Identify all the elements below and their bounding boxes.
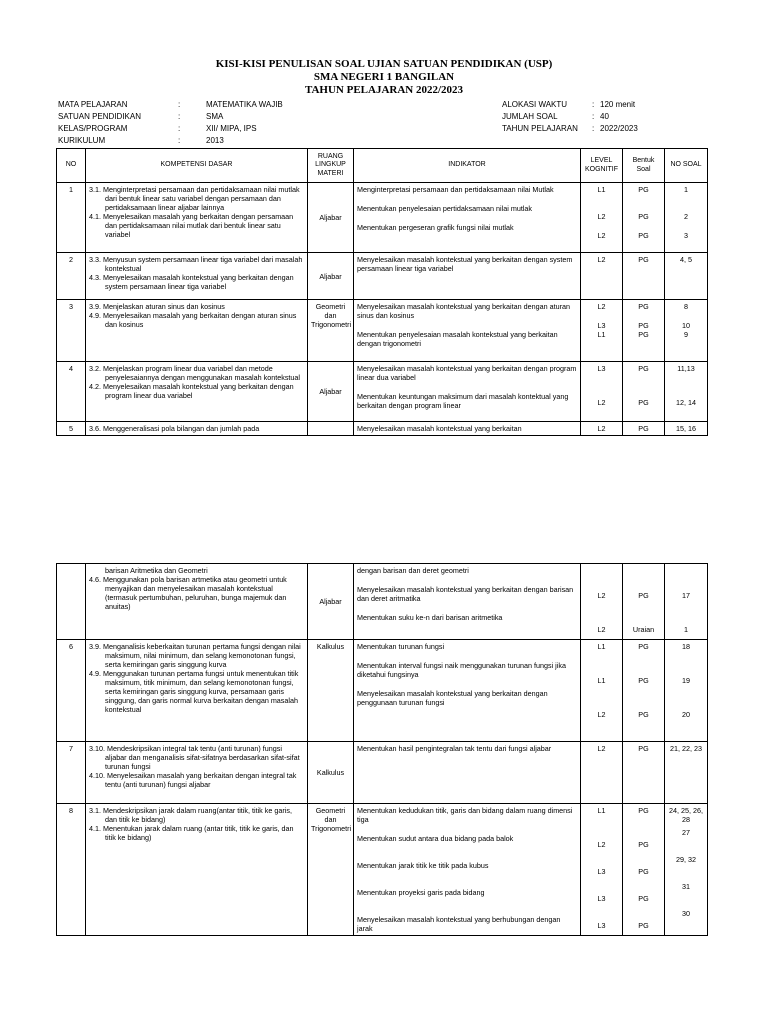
row-no: 7 — [57, 742, 86, 804]
meta-key: KELAS/PROGRAM — [58, 124, 128, 133]
level-value: L2 — [597, 591, 606, 600]
row-level: L2 — [581, 422, 623, 436]
no-soal-value: 1 — [684, 185, 688, 194]
indikator-item: Menentukan penyelesaian pertidaksamaan nilai mutlak — [357, 204, 533, 213]
no-soal-value: 29, 32 — [676, 855, 696, 864]
level-value: L3 — [597, 364, 606, 373]
level-value: L2 — [597, 231, 606, 240]
row-indikator: Menyelesaikan masalah kontekstual yang berkaitan — [354, 422, 581, 436]
bentuk-value: PG — [638, 398, 649, 407]
meta-value: 2022/2023 — [600, 124, 638, 133]
kd-item: barisan Aritmetika dan Geometri — [105, 566, 208, 575]
row-bentuk: PG — [623, 253, 665, 300]
meta-key: JUMLAH SOAL — [502, 112, 558, 121]
indikator-item: Menyelesaikan masalah kontekstual yang berkaitan dengan program linear dua variabel — [357, 364, 577, 382]
row-no-soal — [665, 362, 708, 422]
row-bentuk: PG — [623, 742, 665, 804]
indikator-item: Menentukan proyeksi garis pada bidang — [357, 888, 485, 897]
indikator-item: Menyelesaikan masalah kontekstual yang berkaitan dengan aturan sinus dan kosinus — [357, 302, 570, 320]
meta-sep: : — [592, 100, 595, 109]
indikator-item: Menentukan pergeseran grafik fungsi nilai mutlak — [357, 223, 514, 232]
no-soal-value: 20 — [682, 710, 690, 719]
meta-row — [58, 99, 283, 111]
meta-key: TAHUN PELAJARAN — [502, 124, 578, 133]
bentuk-value: PG — [638, 840, 649, 849]
meta-row — [58, 111, 283, 123]
meta-sep: : — [178, 112, 181, 121]
indikator-item: Menentukan jarak titik ke titik pada kubus — [357, 861, 489, 870]
row-kompetensi-dasar — [86, 640, 308, 742]
no-soal-value: 17 — [682, 591, 690, 600]
header-ruang-lingkup: RUANG LINGKUP MATERI — [308, 149, 354, 183]
kd-item: 3.10. Mendeskripsikan integral tak tentu (anti turunan) fungsi aljabar dan menganalisis sifat-sifatnya berdasarkan sifat-sifat turunan fungsi — [89, 744, 300, 771]
kd-item: 3.2. Menjelaskan program linear dua variabel dan metode penyelesaiannya dengan menggunakan masalah kontekstual — [89, 364, 301, 382]
meta-value: 40 — [600, 112, 609, 121]
row-indikator — [354, 183, 581, 253]
indikator-item: Menentukan suku ke-n dari barisan aritmetika — [357, 613, 503, 622]
table-row — [57, 804, 708, 936]
bentuk-value: PG — [638, 321, 649, 330]
meta-sep: : — [592, 112, 595, 121]
indikator-item: Menyelesaikan masalah kontekstual yang berkaitan dengan barisan dan deret aritmatika — [357, 585, 574, 603]
row-ruang-lingkup: Kalkulus — [308, 640, 354, 742]
bentuk-value: PG — [638, 894, 649, 903]
row-bentuk: PG — [623, 422, 665, 436]
kisi-kisi-table-page-2 — [56, 563, 708, 936]
row-level — [581, 300, 623, 362]
bentuk-value: PG — [638, 302, 649, 311]
indikator-item: Menyelesaikan masalah kontekstual yang berkaitan dengan system persamaan linear tiga variabel — [357, 255, 573, 273]
row-bentuk — [623, 640, 665, 742]
bentuk-value: PG — [638, 867, 649, 876]
row-level: L2 — [581, 742, 623, 804]
indikator-item: Menentukan penyelesaian masalah kontekstual yang berkaitan dengan trigonometri — [357, 330, 558, 348]
no-soal-value: 3 — [684, 231, 688, 240]
row-no: 4 — [57, 362, 86, 422]
row-no-soal: 21, 22, 23 — [665, 742, 708, 804]
no-soal-value: 11,13 — [677, 364, 695, 373]
level-value: L1 — [597, 676, 606, 685]
bentuk-value: PG — [638, 710, 649, 719]
row-level — [581, 804, 623, 936]
row-no-soal — [665, 640, 708, 742]
table-row — [57, 183, 708, 253]
indikator-item: Menentukan hasil pengintegralan tak tentu dari fungsi aljabar — [357, 744, 552, 753]
meta-key: SATUAN PENDIDIKAN — [58, 112, 141, 121]
meta-key: MATA PELAJARAN — [58, 100, 128, 109]
no-soal-value: 19 — [682, 676, 690, 685]
level-value: L2 — [597, 398, 606, 407]
level-value: L3 — [597, 867, 606, 876]
meta-row — [502, 99, 638, 111]
row-no-soal — [665, 804, 708, 936]
title-line-1: KISI-KISI PENULISAN SOAL UJIAN SATUAN PENDIDIKAN (USP) — [215, 58, 553, 70]
row-ruang-lingkup: Aljabar — [308, 183, 354, 253]
level-value: L2 — [597, 625, 606, 634]
level-value: L2 — [597, 302, 606, 311]
level-value: L1 — [597, 185, 606, 194]
no-soal-value: 31 — [682, 882, 690, 891]
table-row — [57, 742, 708, 804]
meta-value: 2013 — [206, 136, 224, 145]
no-soal-value: 9 — [684, 330, 688, 339]
row-bentuk — [623, 804, 665, 936]
no-soal-value: 1 — [684, 625, 688, 634]
no-soal-value: 10 — [682, 321, 690, 330]
bentuk-value: PG — [638, 806, 649, 815]
level-value: L1 — [597, 806, 606, 815]
bentuk-value: PG — [638, 364, 649, 373]
row-indikator — [354, 362, 581, 422]
bentuk-value: Uraian — [632, 625, 655, 634]
row-bentuk — [623, 183, 665, 253]
meta-value: XII/ MIPA, IPS — [206, 124, 257, 133]
level-value: L2 — [597, 212, 606, 221]
indikator-item: Menentukan turunan fungsi — [357, 642, 445, 651]
row-bentuk — [623, 362, 665, 422]
document-title — [0, 58, 768, 97]
table-row — [57, 253, 708, 300]
row-no-soal: 4, 5 — [665, 253, 708, 300]
row-kompetensi-dasar: 3.6. Menggeneralisasi pola bilangan dan jumlah pada — [86, 422, 308, 436]
bentuk-value: PG — [638, 676, 649, 685]
table-row — [57, 300, 708, 362]
meta-value: 120 menit — [600, 100, 636, 109]
kd-item: 4.1. Menyelesaikan masalah yang berkaitan dengan persamaan dan pertidaksamaan nilai mutlak dari bentuk linear satu variabel — [89, 212, 294, 239]
row-kompetensi-dasar — [86, 804, 308, 936]
indikator-item: Menentukan keuntungan maksimum dari masalah kontektual yang berkaitan dengan program linear — [357, 392, 569, 410]
header-level-kognitif: LEVEL KOGNITIF — [581, 149, 623, 183]
row-ruang-lingkup: Kalkulus — [308, 742, 354, 804]
no-soal-value: 27 — [682, 828, 690, 837]
kd-item: 3.9. Menjelaskan aturan sinus dan kosinus — [89, 302, 225, 311]
header-no-soal: NO SOAL — [665, 149, 708, 183]
meta-value: SMA — [206, 112, 224, 121]
no-soal-value: 24, 25, 26, 28 — [669, 806, 703, 824]
row-level — [581, 564, 623, 640]
row-kompetensi-dasar — [86, 300, 308, 362]
level-value: L1 — [597, 642, 606, 651]
row-bentuk — [623, 300, 665, 362]
row-no-soal — [665, 564, 708, 640]
row-indikator — [354, 742, 581, 804]
bentuk-value: PG — [638, 591, 649, 600]
header-no: NO — [57, 149, 86, 183]
meta-value: MATEMATIKA WAJIB — [206, 100, 283, 109]
row-level: L2 — [581, 253, 623, 300]
bentuk-value: PG — [638, 212, 649, 221]
row-kompetensi-dasar — [86, 253, 308, 300]
row-no: 1 — [57, 183, 86, 253]
kd-item: 4.10. Menyelesaikan masalah yang berkaitan dengan integral tak tentu (anti turunan) fungsi aljabar — [89, 771, 297, 789]
row-no-soal — [665, 183, 708, 253]
table-row — [57, 422, 708, 436]
row-ruang-lingkup: Aljabar — [308, 253, 354, 300]
indikator-item: Menyelesaikan masalah kontekstual yang berkaitan dengan penggunaan turunan fungsi — [357, 689, 548, 707]
level-value: L2 — [597, 840, 606, 849]
row-kompetensi-dasar — [86, 362, 308, 422]
indikator-item: Menentukan interval fungsi naik menggunakan turunan fungsi jika diketahui fungsinya — [357, 661, 566, 679]
kd-item: 3.1. Mendeskripsikan jarak dalam ruang(antar titik, titik ke garis, dan titik ke bidang) — [89, 806, 292, 824]
level-value: L2 — [597, 710, 606, 719]
meta-sep: : — [592, 124, 595, 133]
row-ruang-lingkup: Geometri dan Trigonometri — [308, 804, 354, 936]
indikator-item: dengan barisan dan deret geometri — [357, 566, 469, 575]
bentuk-value: PG — [638, 921, 649, 930]
level-value: L3 — [597, 321, 606, 330]
row-level — [581, 183, 623, 253]
header-kompetensi-dasar: KOMPETENSI DASAR — [86, 149, 308, 183]
row-no: 6 — [57, 640, 86, 742]
indikator-item: Menyelesaikan masalah kontekstual yang berhubungan dengan jarak — [357, 915, 561, 933]
row-indikator — [354, 804, 581, 936]
meta-left — [58, 99, 283, 147]
meta-key: ALOKASI WAKTU — [502, 100, 568, 109]
bentuk-value: PG — [638, 330, 649, 339]
row-no-soal — [665, 300, 708, 362]
row-no: 3 — [57, 300, 86, 362]
bentuk-value: PG — [638, 231, 649, 240]
row-kompetensi-dasar — [86, 564, 308, 640]
row-bentuk — [623, 564, 665, 640]
no-soal-value: 8 — [684, 302, 688, 311]
row-no-soal: 15, 16 — [665, 422, 708, 436]
kd-item: 3.1. Menginterpretasi persamaan dan pertidaksamaan nilai mutlak dari bentuk linear satu variabel dengan persamaan dan pertidaksamaan linear aljabar lainnya — [89, 185, 300, 212]
kd-item: 4.2. Menyelesaikan masalah kontekstual yang berkaitan dengan program linear dua variabel — [89, 382, 294, 400]
row-indikator — [354, 253, 581, 300]
meta-sep: : — [178, 100, 181, 109]
kd-item: 4.6. Menggunakan pola barisan artmetika atau geometri untuk menyajikan dan menyelesaikan masalah kontekstual (termasuk pertumbuhan, peluruhan, bunga majemuk dan anuitas) — [89, 575, 287, 611]
meta-sep: : — [178, 136, 181, 145]
row-level — [581, 362, 623, 422]
kd-item: 4.9. Menggunakan turunan pertama fungsi untuk menentukan titik maksimum, titik minimum, dan selang kemonotonan fungsi, serta kemiringan garis singgung kurva, persamaan garis singgung, dan garis normal kurva berkaitan dengan masalah kontekstual — [89, 669, 299, 714]
meta-sep: : — [178, 124, 181, 133]
row-no: 2 — [57, 253, 86, 300]
row-ruang-lingkup — [308, 422, 354, 436]
header-bentuk-soal: Bentuk Soal — [623, 149, 665, 183]
meta-row — [58, 123, 283, 135]
no-soal-value: 2 — [684, 212, 688, 221]
bentuk-value: PG — [638, 185, 649, 194]
row-indikator — [354, 300, 581, 362]
table-header-row — [57, 149, 708, 183]
kd-item: 3.9. Menganalisis keberkaitan turunan pertama fungsi dengan nilai maksimum, nilai minimum, dan selang kemonotonan fungsi, serta kemiringan garis singgung kurva — [89, 642, 301, 669]
kisi-kisi-table-page-1 — [56, 148, 708, 436]
no-soal-value: 30 — [682, 909, 690, 918]
level-value: L1 — [597, 330, 606, 339]
row-ruang-lingkup: Geometri dan Trigonometri — [308, 300, 354, 362]
row-indikator — [354, 564, 581, 640]
indikator-item: Menginterpretasi persamaan dan pertidaksamaan nilai Mutlak — [357, 185, 554, 194]
bentuk-value: PG — [638, 642, 649, 651]
row-indikator — [354, 640, 581, 742]
level-value: L3 — [597, 921, 606, 930]
title-line-2: SMA NEGERI 1 BANGILAN — [313, 71, 455, 83]
row-level — [581, 640, 623, 742]
meta-key: KURIKULUM — [58, 136, 106, 145]
meta-row — [502, 123, 638, 135]
row-no: 8 — [57, 804, 86, 936]
indikator-item: Menentukan kedudukan titik, garis dan bidang dalam ruang dimensi tiga — [357, 806, 573, 824]
table-row — [57, 362, 708, 422]
level-value: L3 — [597, 894, 606, 903]
header-indikator: INDIKATOR — [354, 149, 581, 183]
meta-right — [502, 99, 638, 135]
kd-item: 3.3. Menyusun system persamaan linear tiga variabel dari masalah kontekstual — [89, 255, 303, 273]
title-line-3: TAHUN PELAJARAN 2022/2023 — [304, 84, 464, 96]
row-no: 5 — [57, 422, 86, 436]
meta-row — [502, 111, 638, 123]
kd-item: 4.9. Menyelesaikan masalah yang berkaitan dengan aturan sinus dan kosinus — [89, 311, 297, 329]
indikator-item: Menentukan sudut antara dua bidang pada balok — [357, 834, 514, 843]
kd-item: 4.3. Menyelesaikan masalah kontekstual yang berkaitan dengan system persamaan linear tiga variabel — [89, 273, 294, 291]
row-kompetensi-dasar — [86, 742, 308, 804]
table-row — [57, 640, 708, 742]
meta-row — [58, 135, 283, 147]
no-soal-value: 12, 14 — [676, 398, 696, 407]
no-soal-value: 18 — [682, 642, 690, 651]
row-kompetensi-dasar — [86, 183, 308, 253]
table-row — [57, 564, 708, 640]
row-no — [57, 564, 86, 640]
kd-item: 4.1. Menentukan jarak dalam ruang (antar titik, titik ke garis, dan titik ke bidang) — [89, 824, 294, 842]
row-ruang-lingkup: Aljabar — [308, 362, 354, 422]
row-ruang-lingkup: Aljabar — [308, 564, 354, 640]
